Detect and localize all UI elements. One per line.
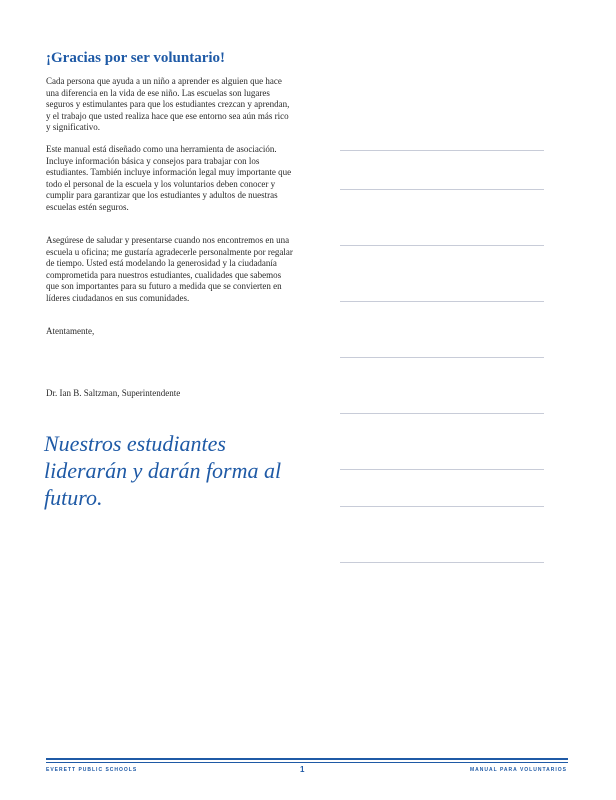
note-line <box>340 189 544 190</box>
note-line <box>340 562 544 563</box>
letter-closing: Atentamente, <box>46 326 95 336</box>
letter-paragraph-3: Asegúrese de saludar y presentarse cuando nos encontremos en una escuela u oficina; me gustaría agradecerle personalmente por regalar de tiempo. Usted está modelando la generosidad y la ciudadanía comprometida para nuestros estudiantes, cualidades que sabemos que son importantes para su futuro a medida que se convierten en líderes ciudadanos en sus comunidades. <box>46 235 293 303</box>
footer-manual-title: MANUAL PARA VOLUNTARIOS <box>470 767 567 773</box>
footer-school-name: EVERETT PUBLIC SCHOOLS <box>46 767 138 773</box>
letter-paragraph-2: Este manual está diseñado como una herramienta de asociación. Incluye información básica y consejos para trabajar con los estudiantes. También incluye información legal muy importante que todo el personal de la escuela y los voluntarios deben conocer y cumplir para garantizar que los estudiantes y adultos de nuestras escuelas estén seguros. <box>46 144 292 212</box>
note-line <box>340 506 544 507</box>
notes-area <box>340 0 544 600</box>
footer-rule <box>46 758 568 760</box>
note-line <box>340 150 544 151</box>
footer-rule-thin <box>46 762 568 763</box>
letter-signature: Dr. Ian B. Saltzman, Superintendente <box>46 388 181 398</box>
footer-page-number: 1 <box>300 765 305 774</box>
note-line <box>340 357 544 358</box>
letter-paragraph-1: Cada persona que ayuda a un niño a aprender es alguien que hace una diferencia en la vida de ese niño. Las escuelas son lugares seguros y estimulantes para que los estudiantes crezcan y aprendan, y el trabajo que usted realiza hace que ese entorno sea aún más rico y significativo. <box>46 76 290 133</box>
note-line <box>340 469 544 470</box>
note-line <box>340 245 544 246</box>
note-line <box>340 301 544 302</box>
letter-heading: ¡Gracias por ser voluntario! <box>46 50 226 66</box>
tagline: Nuestros estudiantes liderarán y darán forma al futuro. <box>44 431 282 510</box>
note-line <box>340 413 544 414</box>
